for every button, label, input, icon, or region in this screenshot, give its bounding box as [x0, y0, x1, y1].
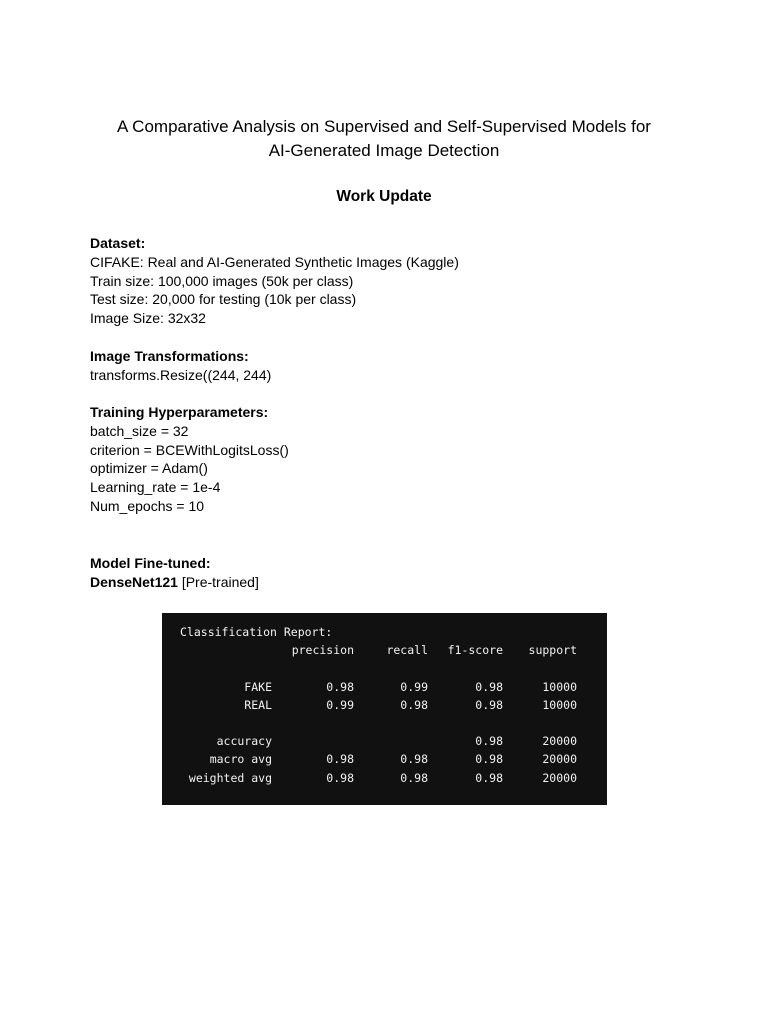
report-cell-precision: 0.98	[326, 770, 354, 785]
transforms-heading: Image Transformations:	[90, 348, 249, 364]
model-section	[90, 554, 259, 592]
model-line	[90, 573, 259, 592]
report-cell-precision	[272, 732, 354, 750]
report-row-label: weighted avg	[188, 770, 272, 785]
model-name: DenseNet121	[90, 573, 178, 590]
report-cell-support: 20000	[542, 752, 577, 767]
report-cell-f1: 0.98	[475, 697, 503, 712]
report-cell-recall: 0.98	[400, 752, 428, 767]
report-header-recall: recall	[386, 643, 428, 658]
transforms-line: transforms.Resize((244, 244)	[90, 366, 272, 383]
report-spacer	[180, 659, 607, 677]
transforms-section	[90, 347, 271, 385]
report-cell-f1: 0.98	[475, 734, 503, 749]
dataset-heading: Dataset:	[90, 235, 146, 251]
dataset-line: Test size: 20,000 for testing (10k per class)	[90, 291, 357, 308]
report-cell-support: 20000	[542, 734, 577, 749]
report-cell-f1: 0.98	[475, 679, 503, 694]
hyperparameter-line: batch_size = 32	[90, 422, 189, 439]
model-heading: Model Fine-tuned:	[90, 555, 211, 571]
hyperparameter-line: optimizer = Adam()	[90, 460, 208, 477]
report-row-fake	[180, 678, 607, 696]
document-subtitle: Work Update	[336, 188, 432, 205]
report-row-label: FAKE	[244, 679, 272, 694]
report-cell-support: 10000	[542, 697, 577, 712]
report-title: Classification Report:	[180, 625, 333, 639]
dataset-line: Image Size: 32x32	[90, 310, 206, 327]
hyperparameter-line: criterion = BCEWithLogitsLoss()	[90, 441, 289, 458]
report-row-real	[180, 696, 607, 714]
report-cell-f1: 0.98	[475, 752, 503, 767]
hyperparameter-line: Num_epochs = 10	[90, 497, 205, 514]
report-row-macro-avg	[180, 750, 607, 768]
report-header-row	[180, 641, 607, 659]
hyperparameters-heading: Training Hyperparameters:	[90, 404, 269, 420]
report-row-label: macro avg	[209, 752, 272, 767]
classification-report	[162, 613, 607, 805]
report-cell-support: 10000	[542, 679, 577, 694]
report-row-accuracy	[180, 732, 607, 750]
report-header-precision: precision	[291, 643, 354, 658]
title-line-1: A Comparative Analysis on Supervised and Self-Supervised Models for	[117, 117, 651, 136]
hyperparameter-line: Learning_rate = 1e-4	[90, 479, 221, 496]
report-cell-precision: 0.98	[326, 752, 354, 767]
document-title	[0, 115, 768, 163]
report-cell-f1: 0.98	[475, 770, 503, 785]
report-cell-precision: 0.99	[326, 697, 354, 712]
report-row-label: accuracy	[216, 734, 272, 749]
report-header-support: support	[528, 643, 577, 658]
report-row-weighted-avg	[180, 769, 607, 787]
report-cell-precision: 0.98	[326, 679, 354, 694]
report-spacer	[180, 714, 607, 732]
hyperparameters-section	[90, 403, 289, 516]
report-header-f1: f1-score	[447, 643, 503, 658]
report-cell-recall: 0.99	[400, 679, 428, 694]
report-title-row	[180, 623, 607, 641]
report-cell-support: 20000	[542, 770, 577, 785]
dataset-section	[90, 234, 459, 328]
report-row-label: REAL	[244, 697, 272, 712]
title-line-2: AI-Generated Image Detection	[268, 141, 500, 160]
model-note: [Pre-trained]	[177, 573, 259, 590]
dataset-line: CIFAKE: Real and AI-Generated Synthetic Images (Kaggle)	[90, 253, 459, 270]
report-cell-recall: 0.98	[400, 697, 428, 712]
report-header-blank	[180, 641, 272, 659]
report-cell-recall	[354, 732, 428, 750]
report-cell-recall: 0.98	[400, 770, 428, 785]
dataset-line: Train size: 100,000 images (50k per class)	[90, 272, 354, 289]
